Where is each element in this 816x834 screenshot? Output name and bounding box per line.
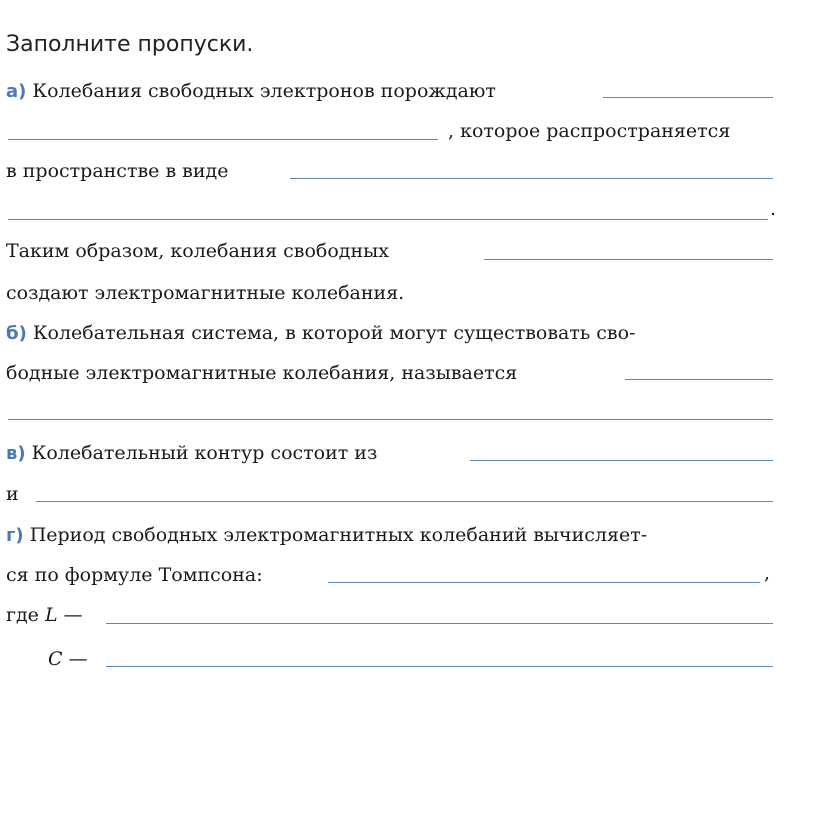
part-g-comma: ,: [764, 562, 771, 584]
var-l: L: [44, 604, 58, 626]
blank-g-1[interactable]: [328, 582, 760, 583]
blank-v-1[interactable]: [470, 460, 773, 461]
part-b-text-2: бодные электромагнитные колебания, называется: [6, 362, 518, 384]
part-a-marker: а): [6, 81, 27, 102]
part-a-text-3: в пространстве в виде: [6, 160, 229, 182]
part-g-line-4: [6, 602, 776, 628]
part-g-text-2: ся по формуле Томпсона:: [6, 564, 263, 586]
part-v-text-2: и: [6, 483, 19, 505]
blank-b-2[interactable]: [8, 419, 773, 420]
part-a-text-5: Таким образом, колебания свободных: [6, 240, 389, 262]
part-a-period: .: [770, 198, 777, 220]
part-g-dash-c: —: [62, 648, 88, 670]
blank-a-4[interactable]: [8, 219, 768, 220]
task-heading: Заполните пропуски.: [6, 32, 254, 57]
part-g-dash-l: —: [57, 604, 83, 626]
part-a-line-1: [6, 78, 776, 105]
blank-g-2[interactable]: [106, 623, 773, 624]
part-b-marker: б): [6, 323, 27, 344]
blank-v-2[interactable]: [36, 501, 773, 502]
part-g-where: где: [6, 604, 45, 626]
blank-a-3[interactable]: [290, 178, 773, 179]
part-g-line-1: [6, 522, 776, 549]
blank-a-5[interactable]: [484, 259, 773, 260]
part-a-text-6: создают электромагнитные колебания.: [6, 282, 405, 304]
part-a-text-1: Колебания свободных электронов порождают: [32, 80, 496, 102]
var-c: C: [48, 648, 63, 670]
part-g-marker: г): [6, 525, 24, 546]
part-b-line-1: [6, 320, 776, 347]
part-v-line-1: [6, 440, 776, 467]
blank-a-2[interactable]: [8, 139, 438, 140]
part-v-marker: в): [6, 443, 26, 464]
part-g-text-1: Период свободных электромагнитных колебаний вычисляет-: [29, 524, 648, 546]
blank-g-3[interactable]: [106, 666, 773, 667]
part-b-text-1: Колебательная система, в которой могут существовать сво-: [32, 322, 636, 344]
part-a-text-2: , которое распространяется: [448, 120, 731, 142]
part-v-text-1: Колебательный контур состоит из: [31, 442, 378, 464]
blank-a-1[interactable]: [603, 97, 773, 98]
blank-b-1[interactable]: [625, 379, 773, 380]
part-g-line-5: [48, 646, 776, 672]
